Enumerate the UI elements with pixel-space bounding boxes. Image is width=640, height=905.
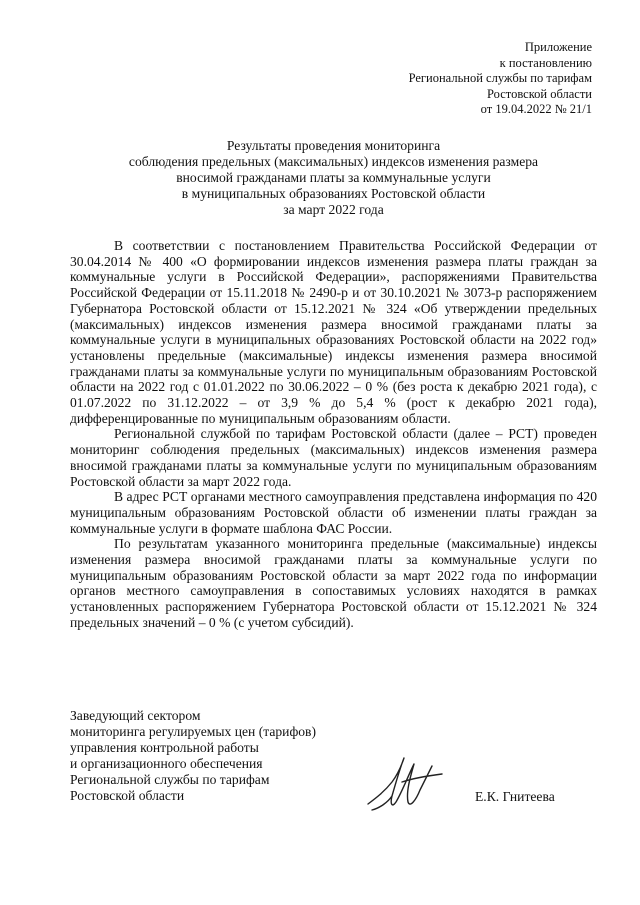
title-line: в муниципальных образованиях Ростовской области	[181, 186, 486, 201]
position-line: и организационного обеспечения	[70, 756, 263, 771]
position-line: Заведующий сектором	[70, 708, 201, 723]
title-line: за март 2022 года	[283, 202, 384, 217]
annex-line: от 19.04.2022 № 21/1	[480, 102, 592, 117]
body-paragraph: В соответствии с постановлением Правительства Российской Федерации от 30.04.2014 № 400 «О формировании индексов изменения размера платы граждан за коммунальные услуги в Российской Федерации», распоряжениями Правительства Российской Федерации от 15.11.2018 № 2490-р и от 30.10.2021 № 3073-р распоряжением Губернатора Ростовской области от 15.12.2021 № 324 «Об утверждении предельных (максимальных) индексов изменения размера вносимой гражданами платы за коммунальные услуги в муниципальных образованиях Ростовской области на 2022 год» установлены предельные (максимальные) индексы изменения размера вносимой гражданами платы за коммунальные услуги по муниципальным образованиям Ростовской области на 2022 год с 01.01.2022 по 30.06.2022 – 0 % (без роста к декабрю 2021 года), с 01.07.2022 по 31.12.2022 – от 3,9 % до 5,4 % (рост к декабрю 2021 года), дифференцированные по муниципальным образованиям области.	[70, 238, 597, 426]
document-title	[70, 138, 597, 218]
signer-position	[70, 708, 316, 804]
annex-line: Региональной службы по тарифам	[408, 71, 592, 86]
annex-line: к постановлению	[499, 55, 592, 70]
position-line: мониторинга регулируемых цен (тарифов)	[70, 724, 316, 739]
annex-block	[409, 40, 592, 118]
document-body	[70, 238, 597, 631]
annex-line: Ростовской области	[487, 86, 592, 101]
title-line: соблюдения предельных (максимальных) индексов изменения размера	[128, 154, 539, 169]
annex-line: Приложение	[524, 40, 592, 54]
position-line: управления контрольной работы	[70, 740, 259, 755]
title-line: Результаты проведения мониторинга	[226, 138, 441, 153]
position-line: Региональной службы по тарифам	[70, 772, 270, 787]
body-paragraph: Региональной службой по тарифам Ростовской области (далее – РСТ) проведен мониторинг соблюдения предельных (максимальных) индексов изменения размера вносимой гражданами платы за коммунальные услуги по муниципальным образованиям Ростовской области за март 2022 года.	[70, 426, 597, 489]
title-line: вносимой гражданами платы за коммунальные услуги	[176, 170, 491, 185]
signer-name: Е.К. Гнитеева	[475, 789, 555, 804]
body-paragraph: По результатам указанного мониторинга предельные (максимальные) индексы изменения размера вносимой гражданами платы за коммунальные услуги по муниципальным образованиям Ростовской области за март 2022 года по информации органов местного самоуправления в сопоставимых условиях находятся в рамках установленных распоряжением Губернатора Ростовской области от 15.12.2021 № 324 предельных значений – 0 % (с учетом субсидий).	[70, 536, 597, 630]
position-line: Ростовской области	[70, 788, 185, 803]
body-paragraph: В адрес РСТ органами местного самоуправления представлена информация по 420 муниципальным образованиям Ростовской области об изменении платы граждан за коммунальные услуги в формате шаблона ФАС России.	[70, 489, 597, 536]
handwritten-signature	[362, 752, 448, 814]
